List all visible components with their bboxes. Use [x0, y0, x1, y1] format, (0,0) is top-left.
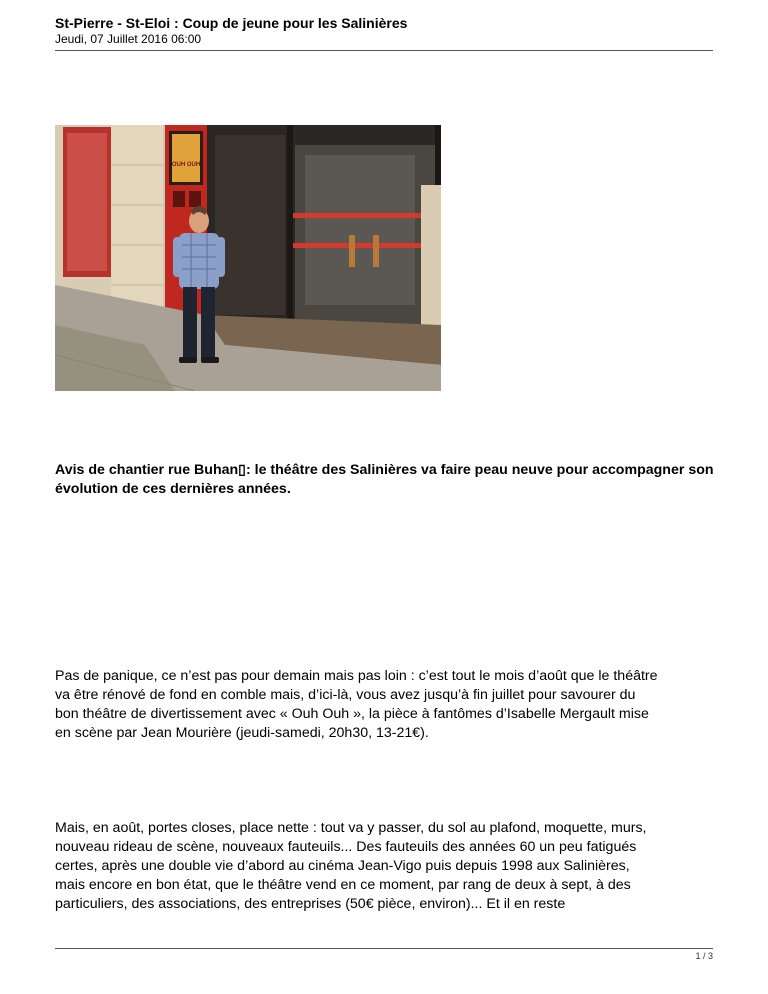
paragraph-line: nouveau rideau de scène, nouveaux fauteuils... Des fauteuils des années 60 un peu fatigués	[55, 839, 637, 855]
poster-text: OUH OUH	[171, 162, 201, 168]
footer-divider	[55, 948, 713, 949]
article-date: Jeudi, 07 Juillet 2016 06:00	[55, 32, 202, 46]
paragraph-line: Mais, en août, portes closes, place nette : tout va y passer, du sol au plafond, moquette, murs,	[55, 820, 647, 836]
article-title: St-Pierre - St-Eloi : Coup de jeune pour les Salinières	[55, 15, 408, 31]
paragraph-line: mais encore en bon état, que le théâtre vend en ce moment, par rang de deux à sept, à des	[55, 877, 631, 893]
paragraph-line: va être rénové de fond en comble mais, d’ici-là, vous avez jusqu’à fin juillet pour savourer du	[55, 687, 636, 703]
article-lead: Avis de chantier rue Buhan▯: le théâtre des Salinières va faire peau neuve pour accompagner son évolution de ces dernières années.	[55, 462, 714, 497]
paragraph-1	[55, 667, 723, 743]
paragraph-line: bon théâtre de divertissement avec « Ouh Ouh », la pièce à fantômes d’Isabelle Mergault mise	[55, 706, 649, 722]
page-number: 1 / 3	[695, 951, 713, 961]
article-photo	[55, 125, 441, 391]
paragraph-line: particuliers, des associations, des entreprises (50€ pièce, environ)... Et il en reste	[55, 896, 566, 912]
paragraph-2	[55, 819, 723, 914]
paragraph-line: certes, après une double vie d’abord au cinéma Jean-Vigo puis depuis 1998 aux Salinières,	[55, 858, 630, 874]
paragraph-line: Pas de panique, ce n’est pas pour demain mais pas loin : c’est tout le mois d’août que le théâtre	[55, 668, 658, 684]
header-divider	[55, 50, 713, 51]
paragraph-line: en scène par Jean Mourière (jeudi-samedi, 20h30, 13-21€).	[55, 725, 429, 741]
